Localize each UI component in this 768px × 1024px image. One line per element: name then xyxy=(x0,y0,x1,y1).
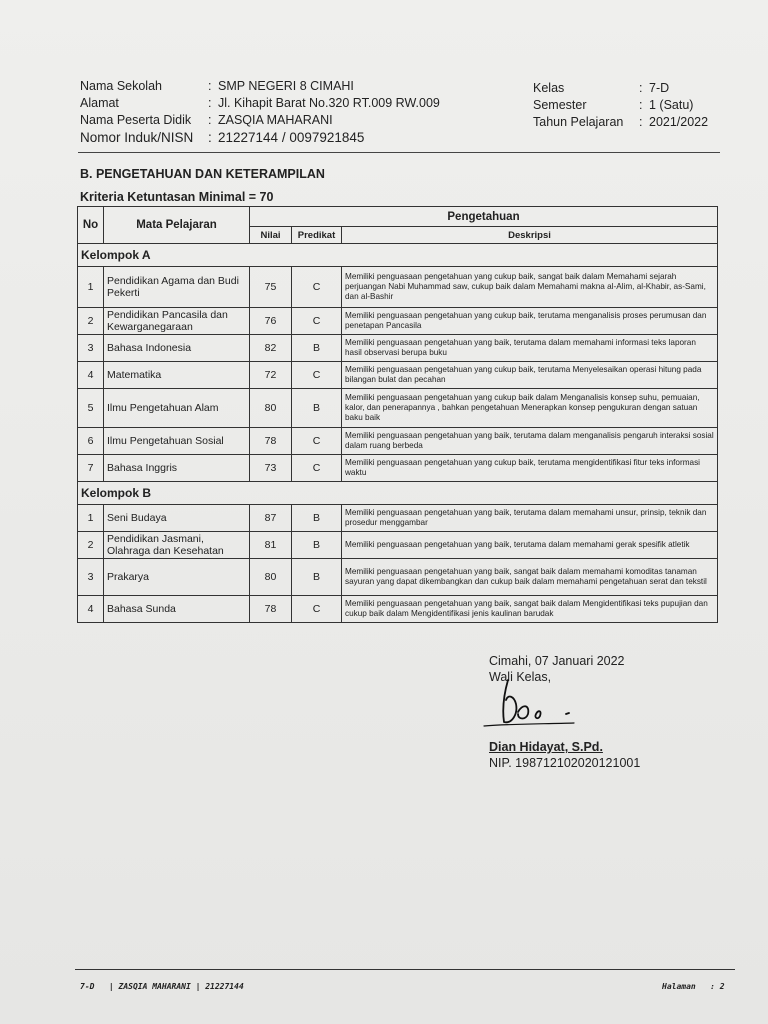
row-number: 1 xyxy=(78,505,104,532)
table-row xyxy=(78,267,718,308)
score-value: 87 xyxy=(250,505,292,532)
table-row xyxy=(78,559,718,596)
grade-predicate: B xyxy=(292,389,342,428)
info-row-year: Tahun Pelajaran : 2021/2022 xyxy=(533,115,709,129)
grade-predicate: C xyxy=(292,308,342,335)
class-info xyxy=(533,80,708,131)
grade-predicate: C xyxy=(292,428,342,455)
grade-predicate: C xyxy=(292,362,342,389)
kkm-label: Kriteria Ketuntasan Minimal = 70 xyxy=(80,190,274,204)
score-value: 80 xyxy=(250,559,292,596)
header-divider xyxy=(78,152,720,153)
score-value: 78 xyxy=(250,596,292,623)
subject-name: Matematika xyxy=(104,362,250,389)
info-label: Tahun Pelajaran xyxy=(533,115,624,129)
col-nilai-header: Nilai xyxy=(250,227,292,244)
row-number: 3 xyxy=(78,335,104,362)
score-value: 81 xyxy=(250,532,292,559)
subject-name: Bahasa Sunda xyxy=(104,596,250,623)
grade-predicate: C xyxy=(292,267,342,308)
info-label: Kelas xyxy=(533,81,565,95)
info-value: SMP NEGERI 8 CIMAHI xyxy=(218,79,354,93)
col-group-header: Pengetahuan xyxy=(250,207,718,227)
info-row-class: Kelas : 7-D xyxy=(533,81,670,95)
group-b-label: Kelompok B xyxy=(78,482,718,505)
student-info xyxy=(80,78,440,146)
row-number: 1 xyxy=(78,267,104,308)
table-row xyxy=(78,389,718,428)
group-a-label: Kelompok A xyxy=(78,244,718,267)
subject-name: Bahasa Indonesia xyxy=(104,335,250,362)
handwritten-signature xyxy=(478,674,588,736)
subject-name: Pendidikan Pancasila dan Kewarganegaraan xyxy=(104,308,250,335)
score-value: 73 xyxy=(250,455,292,482)
info-label: Nama Peserta Didik xyxy=(80,113,192,127)
grade-predicate: B xyxy=(292,505,342,532)
table-row xyxy=(78,505,718,532)
subject-name: Ilmu Pengetahuan Alam xyxy=(104,389,250,428)
col-subject-header: Mata Pelajaran xyxy=(104,207,250,244)
score-value: 75 xyxy=(250,267,292,308)
col-deskripsi-header: Deskripsi xyxy=(342,227,718,244)
group-row xyxy=(78,482,718,505)
signer-role: Wali Kelas, xyxy=(489,670,552,684)
info-label: Nomor Induk/NISN xyxy=(80,130,194,145)
info-label: Nama Sekolah xyxy=(80,79,162,93)
description-text: Memiliki penguasaan pengetahuan yang baik, terutama dalam memahami gerak spesifik atletik xyxy=(342,532,718,559)
subject-name: Bahasa Inggris xyxy=(104,455,250,482)
grade-predicate: B xyxy=(292,532,342,559)
description-text: Memiliki penguasaan pengetahuan yang cukup baik, sangat baik dalam Memahami sejarah perjuangan Nabi Muhammad saw, cukup baik dalam Memahami makna al-Alim, al-Khabir, as-Sami, dan al-Bashir xyxy=(342,267,718,308)
row-number: 4 xyxy=(78,362,104,389)
info-row-student-name: Nama Peserta Didik : ZASQIA MAHARANI xyxy=(80,113,333,127)
footer-student: 7-D | ZASQIA MAHARANI | 21227144 xyxy=(80,982,244,991)
description-text: Memiliki penguasaan pengetahuan yang baik, terutama dalam memahami informasi teks laporan hasil observasi berupa buku xyxy=(342,335,718,362)
table-row xyxy=(78,428,718,455)
signer-name: Dian Hidayat, S.Pd. xyxy=(489,740,603,754)
row-number: 2 xyxy=(78,308,104,335)
info-row-nisn: Nomor Induk/NISN : 21227144 / 0097921845 xyxy=(80,130,365,145)
footer-page: Halaman : 2 xyxy=(662,982,725,991)
description-text: Memiliki penguasaan pengetahuan yang cukup baik, terutama Menyelesaikan operasi hitung pada bilangan bulat dan pecahan xyxy=(342,362,718,389)
row-number: 6 xyxy=(78,428,104,455)
table-header-row xyxy=(78,207,718,227)
description-text: Memiliki penguasaan pengetahuan yang baik, terutama dalam memahami unsur, prinsip, teknik dan prosedur menggambar xyxy=(342,505,718,532)
score-value: 76 xyxy=(250,308,292,335)
description-text: Memiliki penguasaan pengetahuan yang baik, sangat baik dalam memahami komoditas tanaman sayuran yang dapat dikembangkan dan cukup baik dalam memahami pengetahuan serat dan tekstil xyxy=(342,559,718,596)
info-value: ZASQIA MAHARANI xyxy=(218,113,333,127)
footer-divider xyxy=(75,969,735,970)
row-number: 5 xyxy=(78,389,104,428)
info-row-address: Alamat : Jl. Kihapit Barat No.320 RT.009 RW.009 xyxy=(80,96,440,110)
info-value: 7-D xyxy=(649,81,670,95)
row-number: 3 xyxy=(78,559,104,596)
description-text: Memiliki penguasaan pengetahuan yang cukup baik dalam Menganalisis konsep suhu, pemuaian, kalor, dan penerapannya , bahkan pengetahuan Menerapkan konsep pengukuran dengan satuan baku baik xyxy=(342,389,718,428)
score-value: 72 xyxy=(250,362,292,389)
info-row-school: Nama Sekolah : SMP NEGERI 8 CIMAHI xyxy=(80,79,354,93)
table-row xyxy=(78,596,718,623)
subject-name: Ilmu Pengetahuan Sosial xyxy=(104,428,250,455)
description-text: Memiliki penguasaan pengetahuan yang baik, sangat baik dalam Mengidentifikasi teks pupujian dan cukup baik dalam Mengidentifikasi jenis kaulinan barudak xyxy=(342,596,718,623)
score-value: 80 xyxy=(250,389,292,428)
table-row xyxy=(78,455,718,482)
row-number: 2 xyxy=(78,532,104,559)
info-value: 21227144 / 0097921845 xyxy=(218,130,365,145)
description-text: Memiliki penguasaan pengetahuan yang cukup baik, terutama menganalisis proses perumusan dan penetapan Pancasila xyxy=(342,308,718,335)
subject-name: Seni Budaya xyxy=(104,505,250,532)
info-row-semester: Semester : 1 (Satu) xyxy=(533,98,694,112)
col-predikat-header: Predikat xyxy=(292,227,342,244)
info-label: Alamat xyxy=(80,96,119,110)
grade-predicate: C xyxy=(292,455,342,482)
description-text: Memiliki penguasaan pengetahuan yang baik, terutama dalam menganalisis pengaruh interaksi sosial dalam ruang berbeda xyxy=(342,428,718,455)
place-date: Cimahi, 07 Januari 2022 xyxy=(489,654,625,668)
info-value: 1 (Satu) xyxy=(649,98,694,112)
score-value: 78 xyxy=(250,428,292,455)
info-value: Jl. Kihapit Barat No.320 RT.009 RW.009 xyxy=(218,96,440,110)
description-text: Memiliki penguasaan pengetahuan yang cukup baik, terutama mengidentifikasi fitur teks informasi waktu xyxy=(342,455,718,482)
score-value: 82 xyxy=(250,335,292,362)
subject-name: Pendidikan Jasmani, Olahraga dan Kesehatan xyxy=(104,532,250,559)
table-row xyxy=(78,335,718,362)
group-row xyxy=(78,244,718,267)
col-no-header: No xyxy=(78,207,104,244)
row-number: 7 xyxy=(78,455,104,482)
row-number: 4 xyxy=(78,596,104,623)
table-row xyxy=(78,532,718,559)
info-value: 2021/2022 xyxy=(649,115,709,129)
grade-predicate: C xyxy=(292,596,342,623)
subject-name: Prakarya xyxy=(104,559,250,596)
grade-predicate: B xyxy=(292,559,342,596)
info-label: Semester xyxy=(533,98,587,112)
table-row xyxy=(78,308,718,335)
subject-name: Pendidikan Agama dan Budi Pekerti xyxy=(104,267,250,308)
grades-table xyxy=(77,206,718,623)
table-row xyxy=(78,362,718,389)
section-title: B. PENGETAHUAN DAN KETERAMPILAN xyxy=(80,167,325,181)
grade-predicate: B xyxy=(292,335,342,362)
signer-nip: NIP. 198712102020121001 xyxy=(489,756,641,770)
